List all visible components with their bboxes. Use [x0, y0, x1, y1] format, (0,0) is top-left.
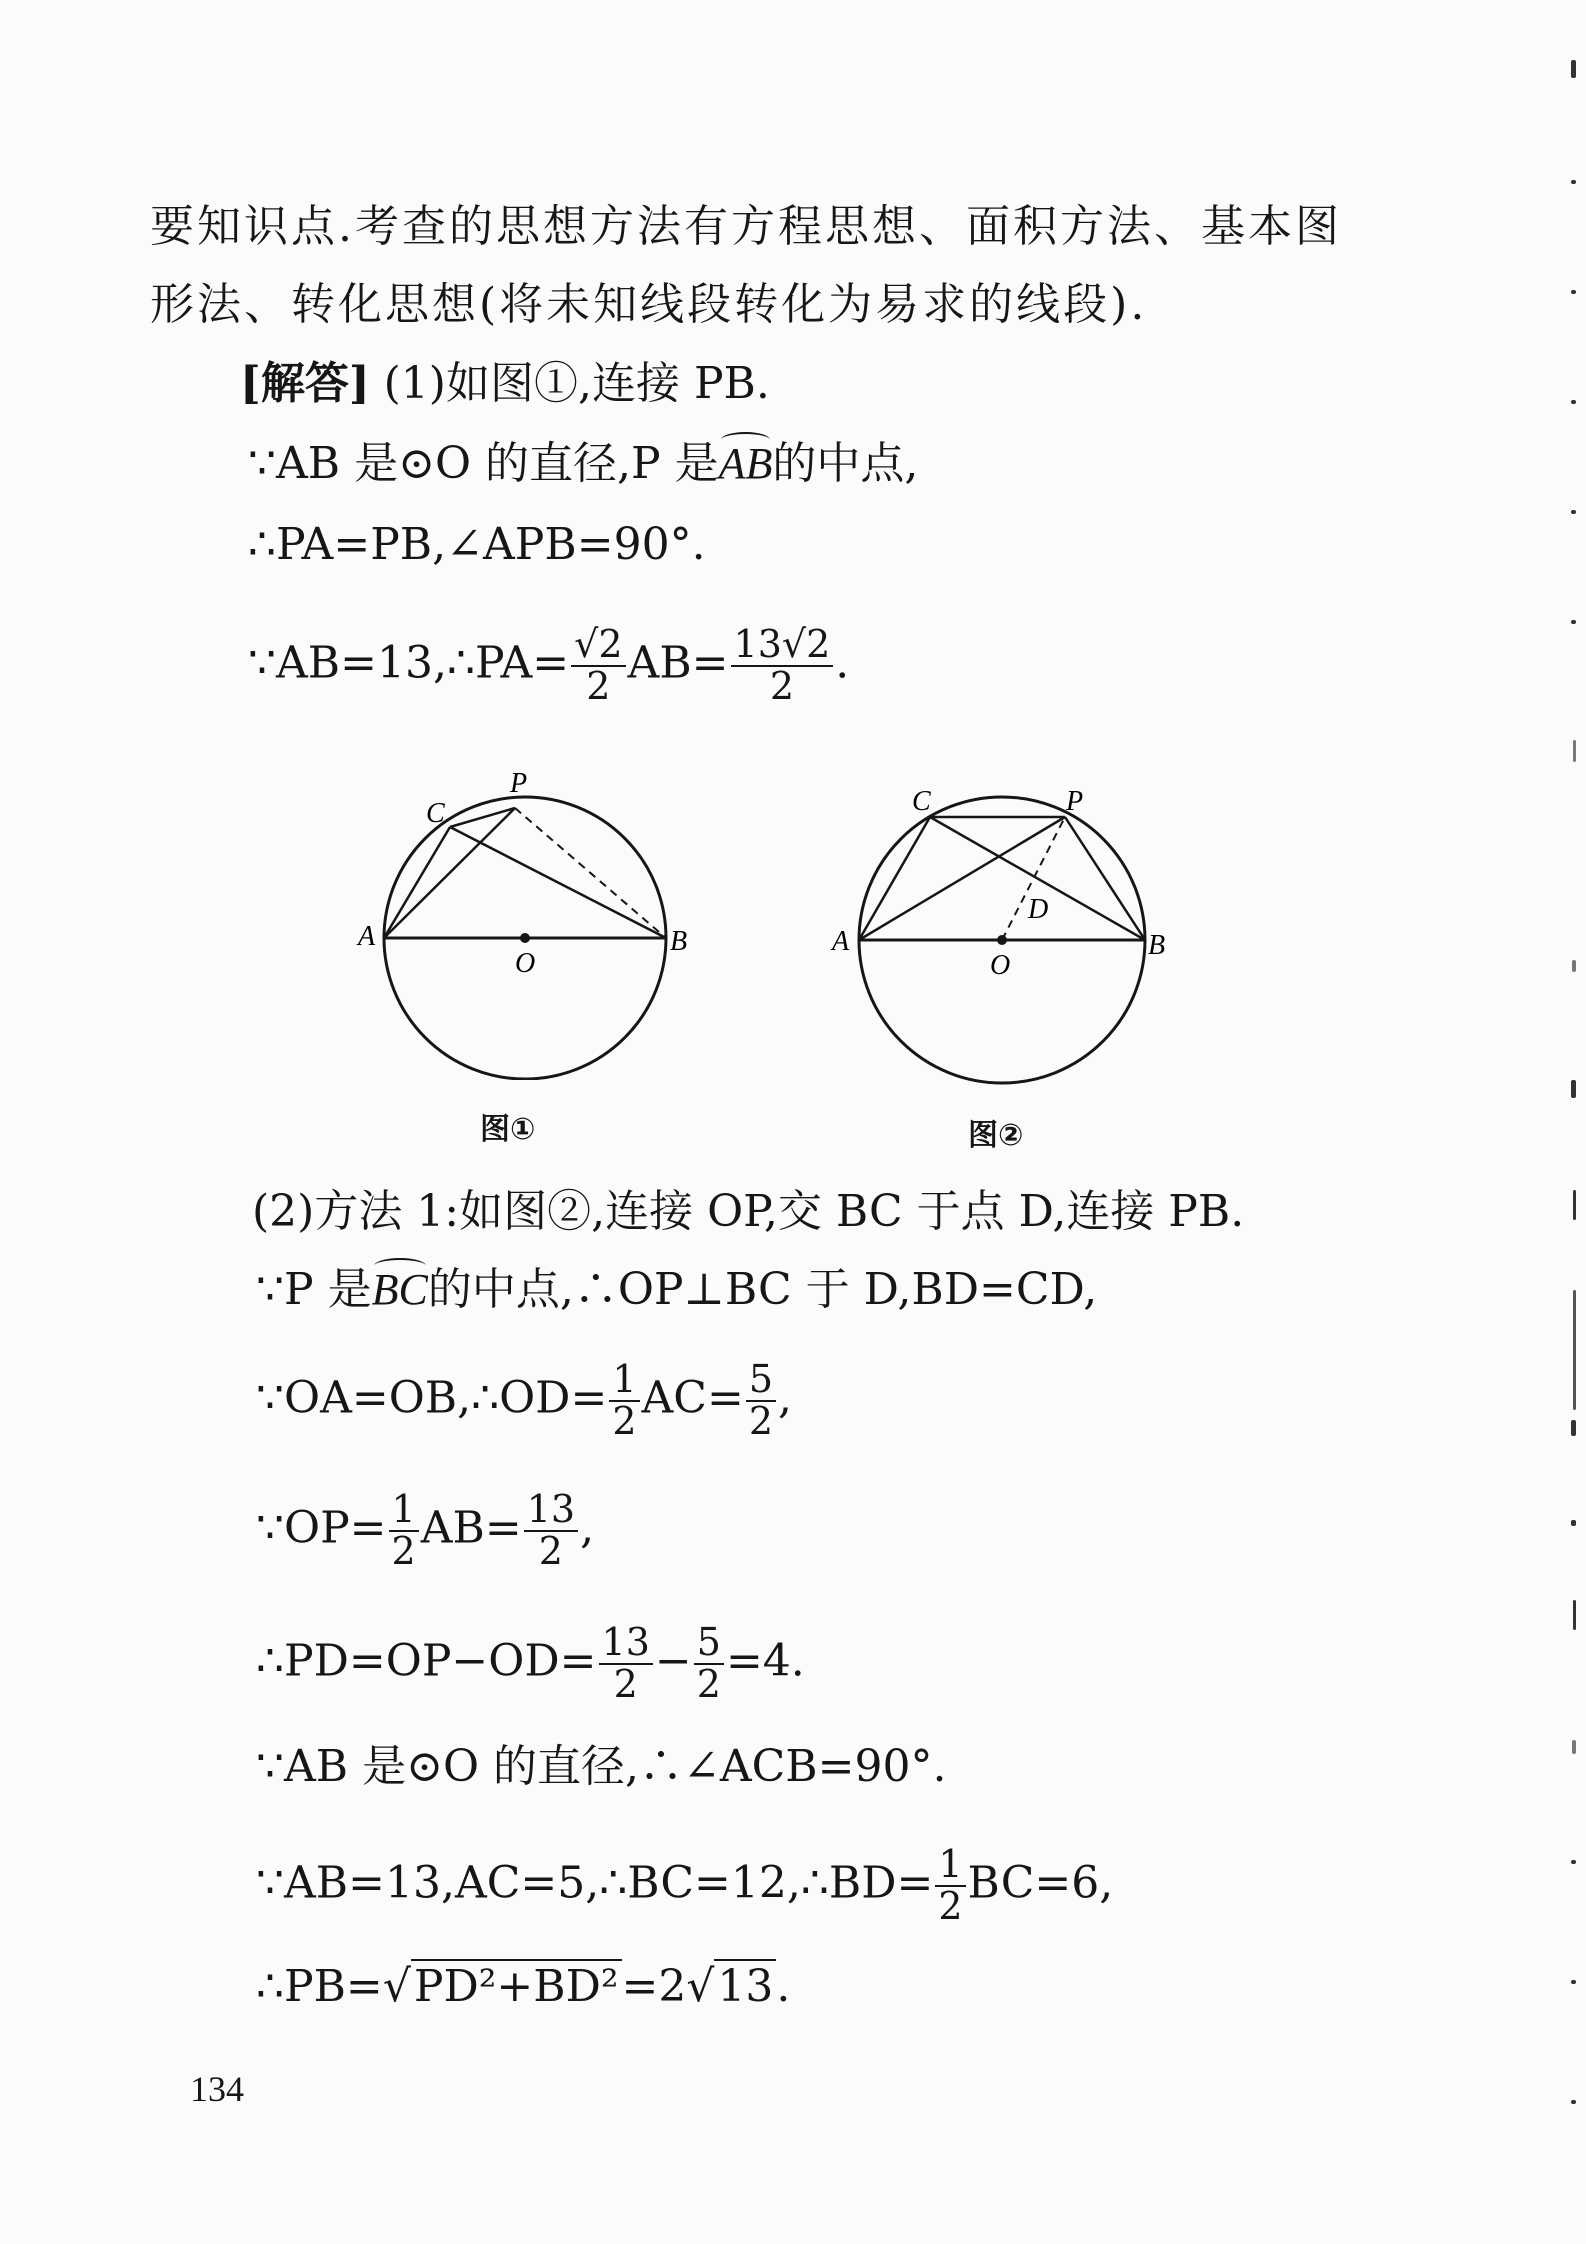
fig2-label-b: B [1148, 930, 1166, 961]
fig2-label-p: P [1066, 786, 1084, 817]
fraction-13sqrt2-over-2: $\frac{13√2}{2}$ [731, 625, 834, 707]
fraction-5-over-2-a: $\frac{5}{2}$ [746, 1360, 776, 1442]
part2-line-2 [256, 1264, 1098, 1315]
fraction-5-over-2-b: $\frac{5}{2}$ [694, 1623, 724, 1705]
answer-label: [解答] [240, 358, 370, 409]
part2-l3-a: ∵OA=OB,∴OD= [256, 1372, 608, 1424]
part2-l4-b: AB= [420, 1502, 522, 1554]
part2-l3-b: AC= [641, 1372, 744, 1424]
arc-ab: AB [718, 439, 773, 488]
part2-line-8 [256, 1961, 791, 2012]
part2-l8-b: =2 [621, 1961, 687, 2012]
part1-l4-a: ∵AB=13,∴PA= [248, 637, 570, 689]
part2-l7-a: ∵AB=13,AC=5,∴BC=12,∴BD= [256, 1857, 934, 1909]
figure-2-caption: 图② [968, 1118, 1024, 1153]
sqrt-13: √13 [686, 1965, 776, 2009]
fig2-label-a: A [832, 926, 850, 957]
fig1-label-a: A [358, 921, 376, 952]
part2-line-4 [256, 1487, 595, 1573]
figure-2 [830, 770, 1190, 1090]
part1-l4-b: AB= [627, 637, 729, 689]
fig2-line-pb [1065, 817, 1145, 940]
part1-l2-a: ∵AB 是⊙O 的直径,P 是 [248, 438, 719, 489]
scan-edge-marks [1546, 0, 1586, 2244]
sqrt-pd2-bd2: √PD²+BD² [383, 1965, 622, 2009]
fig1-label-b: B [670, 926, 688, 957]
part2-line-5 [256, 1620, 805, 1706]
part2-l2-a: ∵P 是 [256, 1264, 372, 1315]
fig2-label-c: C [912, 786, 931, 817]
part1-line-4 [248, 622, 850, 708]
part2-l8-a: ∴PB= [256, 1961, 383, 2012]
fig2-line-ac [859, 817, 930, 940]
arc-bc: BC [371, 1265, 428, 1314]
fraction-13-over-2-a: $\frac{13}{2}$ [524, 1490, 578, 1572]
fraction-sqrt2-over-2: $\frac{√2}{2}$ [571, 625, 625, 707]
part2-l5-b: − [654, 1635, 692, 1687]
intro-line-1: 要知识点.考查的思想方法有方程思想、面积方法、基本图 [150, 201, 1342, 252]
part2-l5-a: ∴PD=OP−OD= [256, 1635, 597, 1687]
part2-line-7 [256, 1842, 1114, 1928]
part2-intro: (2)方法 1:如图②,连接 OP,交 BC 于点 D,连接 PB. [252, 1186, 1245, 1237]
part2-line-6: ∵AB 是⊙O 的直径,∴∠ACB=90°. [256, 1741, 947, 1792]
part2-l4-c: , [580, 1502, 595, 1554]
fig2-label-d: D [1028, 894, 1049, 925]
page-number: 134 [190, 2069, 244, 2109]
fig1-label-p: P [510, 768, 528, 799]
figure-1-caption: 图① [480, 1112, 536, 1147]
part2-l8-c: . [776, 1961, 791, 2012]
part1-line-2 [248, 438, 919, 489]
part2-l2-b: 的中点,∴OP⊥BC 于 D,BD=CD, [427, 1264, 1098, 1315]
fraction-13-over-2-b: $\frac{13}{2}$ [599, 1623, 653, 1705]
fig1-label-o: O [515, 948, 536, 979]
part2-l5-c: =4. [725, 1635, 805, 1687]
fig1-line-cb [450, 827, 666, 938]
intro-line-2: 形法、转化思想(将未知线段转化为易求的线段). [150, 279, 1148, 330]
fraction-1-over-2-b: $\frac{1}{2}$ [389, 1490, 419, 1572]
fig1-center-dot [520, 933, 530, 943]
part2-line-3 [256, 1357, 792, 1443]
part1-l2-b: 的中点, [772, 438, 919, 489]
fraction-1-over-2-c: $\frac{1}{2}$ [935, 1845, 965, 1927]
part1-l4-c: . [835, 637, 850, 689]
part2-l4-a: ∵OP= [256, 1502, 387, 1554]
fraction-1-over-2-a: $\frac{1}{2}$ [609, 1360, 639, 1442]
part1-line-3: ∴PA=PB,∠APB=90°. [248, 519, 706, 570]
fig2-label-o: O [990, 950, 1011, 981]
part1-intro [240, 358, 770, 409]
part2-l3-c: , [778, 1372, 792, 1424]
fig1-label-c: C [426, 798, 445, 829]
part2-l7-b: BC=6, [967, 1857, 1114, 1909]
part1-intro-text: (1)如图①,连接 PB. [383, 358, 770, 409]
figure-1 [340, 760, 700, 1080]
fig2-center-dot [997, 935, 1007, 945]
